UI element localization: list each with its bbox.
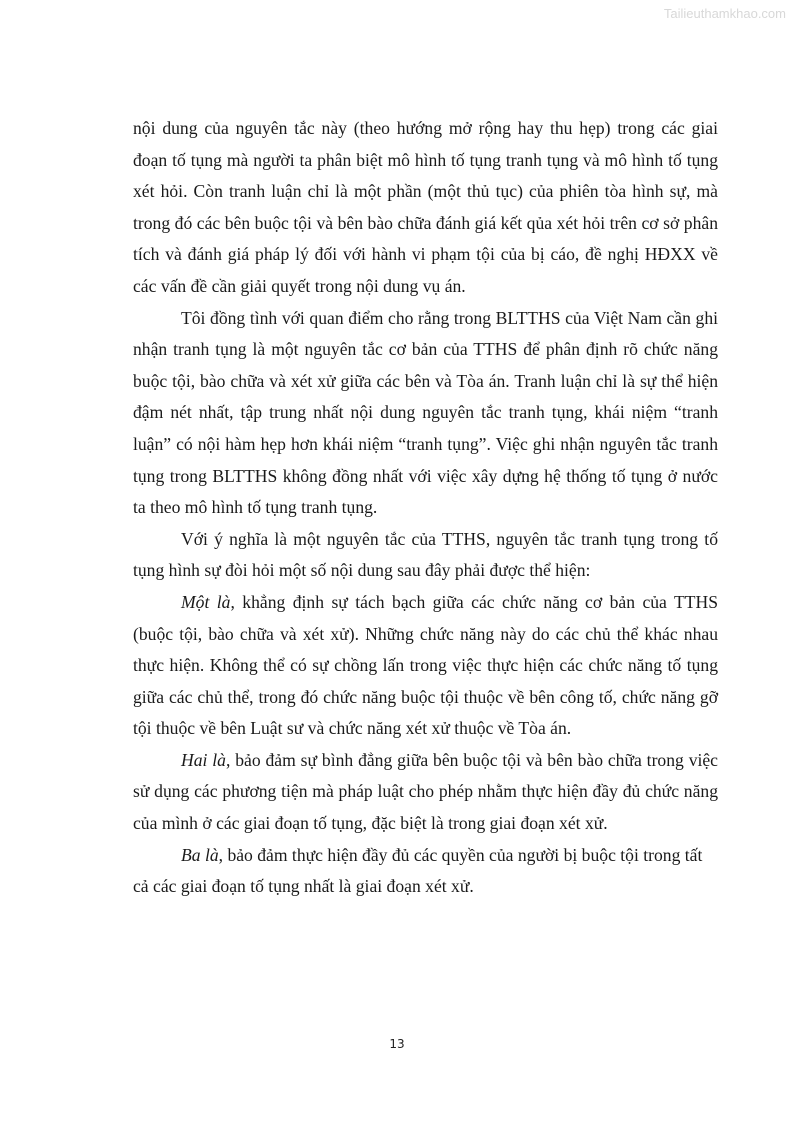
- paragraph-6-lead: Ba là: [181, 844, 219, 865]
- paragraph-6: [133, 840, 718, 903]
- paragraph-3: Với ý nghĩa là một nguyên tắc của TTHS, nguyên tắc tranh tụng trong tố tụng hình sự đòi hỏi một số nội dung sau đây phải được thể hiện:: [133, 528, 718, 581]
- paragraph-5: [133, 745, 718, 840]
- paragraph-5-text: , bảo đảm sự bình đẳng giữa bên buộc tội và bên bào chữa trong việc sử dụng các phương tiện mà pháp luật cho phép nhằm thực hiện đầy đủ chức năng của mình ở các giai đoạn tố tụng, đặc biệt là trong giai đoạn xét xử.: [133, 749, 718, 834]
- paragraph-5-lead: Hai là: [181, 749, 226, 770]
- paragraph-4-lead: Một là: [181, 591, 231, 612]
- paragraph-4-text: , khẳng định sự tách bạch giữa các chức năng cơ bản của TTHS (buộc tội, bào chữa và xét xử). Những chức năng này do các chủ thể khác nhau thực hiện. Không thể có sự chồng lấn trong việc thực hiện các chức năng tố tụng giữa các chủ thể, trong đó chức năng buộc tội thuộc về bên công tố, chức năng gỡ tội thuộc về bên Luật sư và chức năng xét xử thuộc về Tòa án.: [133, 591, 718, 739]
- paragraph-6-text: , bảo đảm thực hiện đầy đủ các quyền của người bị buộc tội trong tất cả các giai đoạn tố tụng nhất là giai đoạn xét xử.: [133, 844, 703, 897]
- paragraph-4: [133, 587, 718, 745]
- document-body: [133, 113, 718, 903]
- paragraph-2: Tôi đồng tình với quan điểm cho rằng trong BLTTHS của Việt Nam cần ghi nhận tranh tụng là một nguyên tắc cơ bản của TTHS để phân định rõ chức năng buộc tội, bào chữa và xét xử giữa các bên và Tòa án. Tranh luận chỉ là sự thể hiện đậm nét nhất, tập trung nhất nội dung nguyên tắc tranh tụng, khái niệm “tranh luận” có nội hàm hẹp hơn khái niệm “tranh tụng”. Việc ghi nhận nguyên tắc tranh tụng trong BLTTHS không đồng nhất với việc xây dựng hệ thống tố tụng ở nước ta theo mô hình tố tụng tranh tụng.: [133, 307, 718, 518]
- page-number: 13: [389, 1037, 405, 1051]
- watermark: Tailieuthamkhao.com: [663, 6, 786, 21]
- paragraph-1: nội dung của nguyên tắc này (theo hướng mở rộng hay thu hẹp) trong các giai đoạn tố tụng mà người ta phân biệt mô hình tố tụng tranh tụng và mô hình tố tụng xét hỏi. Còn tranh luận chỉ là một phần (một thủ tục) của phiên tòa hình sự, mà trong đó các bên buộc tội và bên bào chữa đánh giá kết qủa xét hỏi trên cơ sở phân tích và đánh giá pháp lý đối với hành vi phạm tội của bị cáo, đề nghị HĐXX về các vấn đề cần giải quyết trong nội dung vụ án.: [133, 118, 718, 296]
